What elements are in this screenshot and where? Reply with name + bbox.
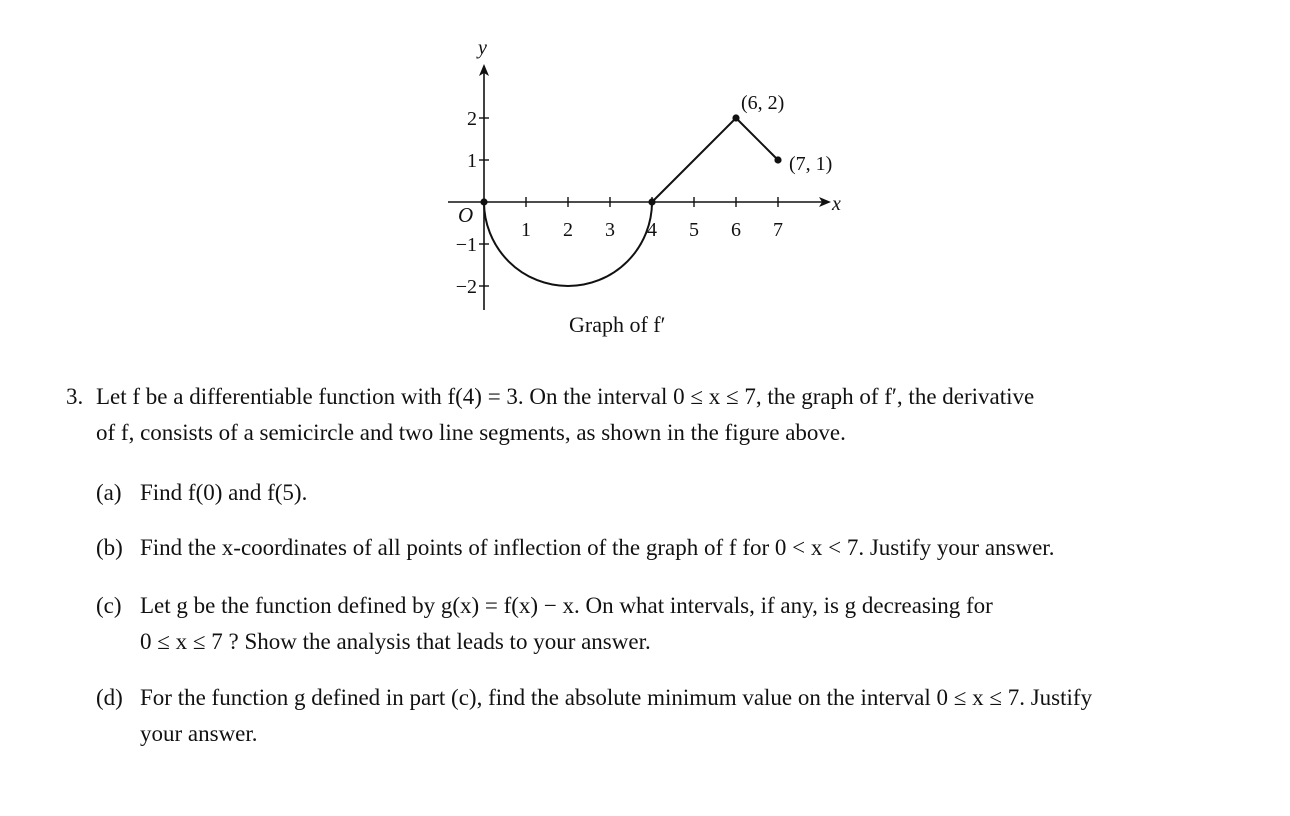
point-label-7-1: (7, 1) (789, 153, 833, 175)
y-tick-label: −1 (455, 234, 477, 256)
y-axis-label: y (478, 37, 487, 59)
part-d-line-1: For the function g defined in part (c), find the absolute minimum value on the interval 0 ≤ x ≤ 7. Justify (140, 685, 1093, 710)
part-d-line-2: your answer. (140, 721, 258, 746)
figure-caption: Graph of f′ (569, 312, 666, 337)
segment-6-2-to-7-1 (736, 118, 778, 160)
problem-number: 3. (66, 384, 84, 409)
graph-figure (0, 0, 900, 345)
part-a-label: (a) (96, 480, 122, 505)
part-d-label: (d) (96, 685, 123, 710)
y-tick-label: −2 (455, 276, 477, 298)
y-tick-label: 1 (467, 150, 477, 172)
part-b-label: (b) (96, 535, 123, 560)
semicircle-curve (484, 202, 652, 286)
part-b-text (140, 530, 1240, 566)
x-tick-label: 7 (773, 219, 783, 241)
plot-point (732, 114, 739, 121)
x-tick-label: 4 (647, 219, 657, 241)
part-d-text (140, 680, 1240, 752)
plot-point (480, 198, 487, 205)
x-tick-label: 2 (563, 219, 573, 241)
x-tick-label: 1 (521, 219, 531, 241)
x-tick-label: 5 (689, 219, 699, 241)
plot-point (648, 198, 655, 205)
plot-points (480, 114, 781, 205)
stem-line-1: Let f be a differentiable function with f(4) = 3. On the interval 0 ≤ x ≤ 7, the graph of f′, the derivative (96, 384, 1035, 409)
segment-4-0-to-6-2 (652, 118, 736, 202)
x-axis-label: x (832, 193, 841, 215)
origin-label: O (458, 203, 474, 227)
part-a-line-1: Find f(0) and f(5). (140, 480, 308, 505)
part-c-line-1: Let g be the function defined by g(x) = f(x) − x. On what intervals, if any, is g decreasing for (140, 593, 993, 618)
point-label-6-2: (6, 2) (741, 92, 785, 114)
plot-point (774, 156, 781, 163)
part-c-line-2: 0 ≤ x ≤ 7 ? Show the analysis that leads to your answer. (140, 629, 651, 654)
part-c-label: (c) (96, 593, 122, 618)
stem-line-2: of f, consists of a semicircle and two line segments, as shown in the figure above. (96, 420, 846, 445)
y-tick-label: 2 (467, 108, 477, 130)
part-a-text (140, 475, 1240, 511)
x-tick-label: 3 (605, 219, 615, 241)
problem-stem (96, 379, 1216, 451)
part-b-line-1: Find the x-coordinates of all points of inflection of the graph of f for 0 < x < 7. Justify your answer. (140, 535, 1055, 560)
x-tick-label: 6 (731, 219, 741, 241)
part-c-text (140, 588, 1240, 660)
